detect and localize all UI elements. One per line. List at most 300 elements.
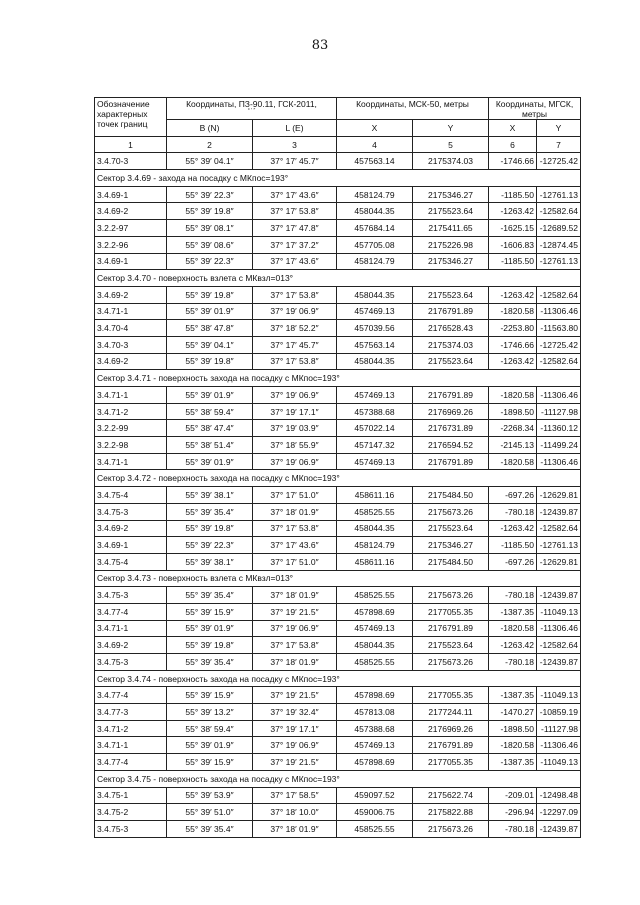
mgsk-x: -780.18 [489,654,537,671]
msk50-y: 2175673.26 [413,503,489,520]
msk50-x: 457469.13 [337,737,413,754]
table-row [95,737,581,754]
msk50-y: 2177244.11 [413,704,489,721]
longitude-l: 37° 19′ 06.9″ [253,737,337,754]
mgsk-y: -12761.13 [537,186,581,203]
msk50-x: 457469.13 [337,453,413,470]
msk50-x: 458124.79 [337,186,413,203]
sector-title: Сектор 3.4.69 - захода на посадку с МКпос=193° [95,170,581,187]
mgsk-x: -1263.42 [489,203,537,220]
msk50-x: 457388.68 [337,720,413,737]
msk50-y: 2175346.27 [413,253,489,270]
point-id: 3.2.2-97 [95,220,167,237]
msk50-y: 2175411.65 [413,220,489,237]
longitude-l: 37° 17′ 45.7″ [253,153,337,170]
table-body [95,153,581,837]
latitude-b: 55° 39′ 19.8″ [167,637,253,654]
header-pz90-title: Координаты, ПЗ-90.11, ГСК-2011, [186,99,317,109]
longitude-l: 37° 18′ 01.9″ [253,503,337,520]
mgsk-y: -12439.87 [537,503,581,520]
msk50-y: 2176791.89 [413,387,489,404]
header-pz90-group [167,98,337,120]
mgsk-x: -1898.50 [489,403,537,420]
msk50-y: 2175346.27 [413,186,489,203]
latitude-b: 55° 39′ 19.8″ [167,353,253,370]
point-id: 3.2.2-98 [95,437,167,454]
longitude-l: 37° 17′ 43.6″ [253,253,337,270]
column-number: 2 [167,136,253,153]
longitude-l: 37° 17′ 47.8″ [253,220,337,237]
latitude-b: 55° 39′ 35.4″ [167,587,253,604]
table-row [95,687,581,704]
msk50-x: 458044.35 [337,637,413,654]
longitude-l: 37° 19′ 03.9″ [253,420,337,437]
msk50-y: 2175484.50 [413,487,489,504]
msk50-x: 458044.35 [337,203,413,220]
msk50-x: 457813.08 [337,704,413,721]
point-id: 3.4.75-2 [95,804,167,821]
latitude-b: 55° 39′ 15.9″ [167,603,253,620]
column-number: 6 [489,136,537,153]
mgsk-x: -1820.58 [489,620,537,637]
sector-row [95,470,581,487]
point-id: 3.4.69-2 [95,286,167,303]
msk50-x: 457469.13 [337,303,413,320]
latitude-b: 55° 39′ 19.8″ [167,203,253,220]
msk50-y: 2176594.52 [413,437,489,454]
mgsk-y: -12629.81 [537,553,581,570]
msk50-y: 2175523.64 [413,286,489,303]
sector-title: Сектор 3.4.71 - поверхность захода на посадку с МКпос=193° [95,370,581,387]
point-id: 3.4.69-2 [95,203,167,220]
mgsk-x: -2268.34 [489,420,537,437]
mgsk-x: -1387.35 [489,687,537,704]
longitude-l: 37° 18′ 55.9″ [253,437,337,454]
longitude-l: 37° 17′ 53.8″ [253,520,337,537]
longitude-l: 37° 17′ 53.8″ [253,203,337,220]
table-row [95,637,581,654]
table-header [95,98,581,153]
msk50-y: 2175673.26 [413,654,489,671]
mgsk-x: -1263.42 [489,520,537,537]
mgsk-x: -209.01 [489,787,537,804]
column-number: 4 [337,136,413,153]
mgsk-x: -697.26 [489,487,537,504]
mgsk-y: -12582.64 [537,353,581,370]
mgsk-y: -11499.24 [537,437,581,454]
longitude-l: 37° 18′ 01.9″ [253,820,337,837]
msk50-x: 458124.79 [337,537,413,554]
page-number: 83 [311,38,329,53]
latitude-b: 55° 39′ 01.9″ [167,387,253,404]
point-id: 3.4.77-4 [95,687,167,704]
msk50-y: 2175374.03 [413,336,489,353]
mgsk-x: -1263.42 [489,637,537,654]
latitude-b: 55° 39′ 15.9″ [167,687,253,704]
mgsk-x: -1387.35 [489,754,537,771]
table-row [95,654,581,671]
header-msk50-group: Координаты, МСК-50, метры [337,98,489,120]
table-row [95,553,581,570]
longitude-l: 37° 17′ 51.0″ [253,553,337,570]
longitude-l: 37° 19′ 21.5″ [253,754,337,771]
table-row [95,503,581,520]
latitude-b: 55° 39′ 01.9″ [167,737,253,754]
column-number: 1 [95,136,167,153]
column-number-row [95,136,581,153]
mgsk-y: -12629.81 [537,487,581,504]
longitude-l: 37° 19′ 06.9″ [253,387,337,404]
table-row [95,620,581,637]
longitude-l: 37° 19′ 17.1″ [253,403,337,420]
latitude-b: 55° 39′ 35.4″ [167,503,253,520]
point-id: 3.4.75-4 [95,553,167,570]
point-id: 3.4.71-1 [95,737,167,754]
msk50-x: 457898.69 [337,687,413,704]
column-number: 5 [413,136,489,153]
mgsk-y: -11127.98 [537,403,581,420]
coordinates-table [94,97,581,838]
mgsk-x: -1470.27 [489,704,537,721]
msk50-x: 459006.75 [337,804,413,821]
mgsk-y: -12874.45 [537,236,581,253]
msk50-y: 2175523.64 [413,637,489,654]
point-id: 3.4.75-3 [95,654,167,671]
header-sub-l: L (E) [253,120,337,137]
sector-row [95,170,581,187]
table-row [95,487,581,504]
mgsk-y: -12582.64 [537,520,581,537]
mgsk-x: -1820.58 [489,737,537,754]
msk50-y: 2175673.26 [413,820,489,837]
mgsk-x: -1625.15 [489,220,537,237]
point-id: 3.4.69-2 [95,520,167,537]
mgsk-x: -1606.83 [489,236,537,253]
table-row [95,804,581,821]
longitude-l: 37° 17′ 37.2″ [253,236,337,253]
msk50-x: 457684.14 [337,220,413,237]
mgsk-y: -10859.19 [537,704,581,721]
mgsk-y: -12439.87 [537,820,581,837]
point-id: 3.4.69-1 [95,253,167,270]
mgsk-y: -12725.42 [537,336,581,353]
longitude-l: 37° 17′ 43.6″ [253,186,337,203]
mgsk-x: -780.18 [489,820,537,837]
mgsk-x: -1746.66 [489,336,537,353]
longitude-l: 37° 19′ 06.9″ [253,303,337,320]
header-mgsk-group: Координаты, МГСК, метры [489,98,581,120]
mgsk-y: -11306.46 [537,387,581,404]
point-id: 3.4.75-3 [95,503,167,520]
mgsk-x: -1898.50 [489,720,537,737]
table-row [95,186,581,203]
msk50-y: 2176731.89 [413,420,489,437]
mgsk-y: -11306.46 [537,620,581,637]
mgsk-x: -2253.80 [489,320,537,337]
table-row [95,820,581,837]
mgsk-y: -12582.64 [537,286,581,303]
msk50-y: 2175374.03 [413,153,489,170]
mgsk-x: -2145.13 [489,437,537,454]
sector-row [95,770,581,787]
latitude-b: 55° 39′ 19.8″ [167,286,253,303]
table-row [95,420,581,437]
mgsk-x: -1820.58 [489,453,537,470]
msk50-y: 2176969.26 [413,720,489,737]
header-sub-y-mgsk: Y [537,120,581,137]
msk50-x: 457563.14 [337,336,413,353]
table-row [95,220,581,237]
msk50-x: 457563.14 [337,153,413,170]
header-sub-y-msk: Y [413,120,489,137]
msk50-y: 2175523.64 [413,203,489,220]
point-id: 3.4.71-2 [95,720,167,737]
msk50-x: 458044.35 [337,286,413,303]
latitude-b: 55° 39′ 51.0″ [167,804,253,821]
header-pz90-units: ° ′ ″ [247,108,256,114]
table-row [95,754,581,771]
mgsk-y: -12582.64 [537,637,581,654]
mgsk-y: -12761.13 [537,537,581,554]
msk50-x: 458044.35 [337,520,413,537]
table-row [95,353,581,370]
msk50-x: 458525.55 [337,503,413,520]
mgsk-y: -11563.80 [537,320,581,337]
header-point-designation: Обозначение характерных точек границ [95,98,167,137]
msk50-y: 2175622.74 [413,787,489,804]
header-sub-x-mgsk: X [489,120,537,137]
longitude-l: 37° 17′ 51.0″ [253,487,337,504]
msk50-x: 457469.13 [337,620,413,637]
point-id: 3.4.69-1 [95,186,167,203]
mgsk-y: -12297.09 [537,804,581,821]
msk50-y: 2177055.35 [413,754,489,771]
msk50-x: 458044.35 [337,353,413,370]
table-row [95,787,581,804]
sector-title: Сектор 3.4.70 - поверхность взлета с МКвзл=013° [95,270,581,287]
mgsk-x: -697.26 [489,553,537,570]
longitude-l: 37° 19′ 21.5″ [253,603,337,620]
mgsk-y: -12761.13 [537,253,581,270]
msk50-y: 2175523.64 [413,353,489,370]
mgsk-x: -780.18 [489,587,537,604]
mgsk-y: -11049.13 [537,603,581,620]
mgsk-x: -1263.42 [489,353,537,370]
mgsk-y: -11049.13 [537,754,581,771]
sector-title: Сектор 3.4.75 - поверхность захода на посадку с МКпос=193° [95,770,581,787]
latitude-b: 55° 39′ 04.1″ [167,153,253,170]
msk50-y: 2176791.89 [413,453,489,470]
table-row [95,603,581,620]
point-id: 3.4.71-1 [95,303,167,320]
latitude-b: 55° 39′ 08.1″ [167,220,253,237]
msk50-y: 2175673.26 [413,587,489,604]
longitude-l: 37° 18′ 10.0″ [253,804,337,821]
table-row [95,236,581,253]
point-id: 3.4.69-1 [95,537,167,554]
latitude-b: 55° 39′ 01.9″ [167,453,253,470]
sector-row [95,670,581,687]
msk50-x: 458525.55 [337,587,413,604]
point-id: 3.2.2-99 [95,420,167,437]
sector-row [95,570,581,587]
latitude-b: 55° 39′ 01.9″ [167,303,253,320]
mgsk-y: -12498.48 [537,787,581,804]
table-row [95,537,581,554]
table-row [95,286,581,303]
mgsk-y: -12725.42 [537,153,581,170]
table-row [95,453,581,470]
mgsk-y: -11306.46 [537,303,581,320]
longitude-l: 37° 17′ 53.8″ [253,637,337,654]
mgsk-y: -12689.52 [537,220,581,237]
point-id: 3.4.77-3 [95,704,167,721]
mgsk-x: -1185.50 [489,253,537,270]
point-id: 3.4.70-4 [95,320,167,337]
longitude-l: 37° 19′ 06.9″ [253,453,337,470]
longitude-l: 37° 17′ 45.7″ [253,336,337,353]
point-id: 3.4.69-2 [95,353,167,370]
table-row [95,403,581,420]
msk50-y: 2175523.64 [413,520,489,537]
table-row [95,303,581,320]
mgsk-y: -12439.87 [537,587,581,604]
longitude-l: 37° 19′ 21.5″ [253,687,337,704]
msk50-y: 2175226.98 [413,236,489,253]
latitude-b: 55° 39′ 01.9″ [167,620,253,637]
msk50-y: 2176791.89 [413,737,489,754]
point-id: 3.4.77-4 [95,603,167,620]
table-row [95,387,581,404]
latitude-b: 55° 39′ 22.3″ [167,537,253,554]
latitude-b: 55° 39′ 38.1″ [167,487,253,504]
point-id: 3.4.69-2 [95,637,167,654]
table-row [95,320,581,337]
msk50-x: 457898.69 [337,603,413,620]
table-row [95,520,581,537]
msk50-x: 457705.08 [337,236,413,253]
msk50-y: 2175484.50 [413,553,489,570]
longitude-l: 37° 19′ 06.9″ [253,620,337,637]
latitude-b: 55° 39′ 19.8″ [167,520,253,537]
msk50-y: 2176791.89 [413,303,489,320]
mgsk-y: -12582.64 [537,203,581,220]
table-row [95,253,581,270]
point-id: 3.4.75-3 [95,587,167,604]
point-id: 3.4.71-1 [95,453,167,470]
latitude-b: 55° 39′ 35.4″ [167,820,253,837]
msk50-y: 2177055.35 [413,603,489,620]
table-row [95,704,581,721]
mgsk-x: -1185.50 [489,537,537,554]
msk50-x: 457388.68 [337,403,413,420]
sector-row [95,370,581,387]
point-id: 3.4.70-3 [95,336,167,353]
longitude-l: 37° 17′ 58.5″ [253,787,337,804]
longitude-l: 37° 18′ 52.2″ [253,320,337,337]
table-row [95,720,581,737]
msk50-y: 2176969.26 [413,403,489,420]
table-row [95,587,581,604]
mgsk-y: -12439.87 [537,654,581,671]
sector-title: Сектор 3.4.72 - поверхность захода на посадку с МКпос=193° [95,470,581,487]
mgsk-x: -1263.42 [489,286,537,303]
mgsk-y: -11360.12 [537,420,581,437]
point-id: 3.4.71-2 [95,403,167,420]
mgsk-y: -11306.46 [537,737,581,754]
point-id: 3.4.77-4 [95,754,167,771]
header-sub-b: B (N) [167,120,253,137]
msk50-x: 458124.79 [337,253,413,270]
latitude-b: 55° 39′ 22.3″ [167,186,253,203]
latitude-b: 55° 38′ 47.8″ [167,320,253,337]
table-row [95,336,581,353]
mgsk-x: -1185.50 [489,186,537,203]
msk50-y: 2176791.89 [413,620,489,637]
latitude-b: 55° 39′ 22.3″ [167,253,253,270]
longitude-l: 37° 19′ 17.1″ [253,720,337,737]
point-id: 3.4.71-1 [95,620,167,637]
mgsk-x: -296.94 [489,804,537,821]
point-id: 3.4.75-3 [95,820,167,837]
latitude-b: 55° 38′ 59.4″ [167,403,253,420]
longitude-l: 37° 18′ 01.9″ [253,587,337,604]
longitude-l: 37° 19′ 32.4″ [253,704,337,721]
longitude-l: 37° 17′ 43.6″ [253,537,337,554]
msk50-x: 459097.52 [337,787,413,804]
latitude-b: 55° 39′ 35.4″ [167,654,253,671]
mgsk-y: -11049.13 [537,687,581,704]
mgsk-y: -11306.46 [537,453,581,470]
point-id: 3.4.75-4 [95,487,167,504]
mgsk-x: -1820.58 [489,387,537,404]
msk50-x: 457147.32 [337,437,413,454]
msk50-x: 458525.55 [337,820,413,837]
table-row [95,203,581,220]
longitude-l: 37° 17′ 53.8″ [253,353,337,370]
msk50-x: 457469.13 [337,387,413,404]
latitude-b: 55° 38′ 47.4″ [167,420,253,437]
msk50-x: 458611.16 [337,487,413,504]
mgsk-x: -1746.66 [489,153,537,170]
msk50-y: 2176528.43 [413,320,489,337]
point-id: 3.4.75-1 [95,787,167,804]
mgsk-x: -1820.58 [489,303,537,320]
header-sub-x-msk: X [337,120,413,137]
sector-row [95,270,581,287]
msk50-x: 457039.56 [337,320,413,337]
sector-title: Сектор 3.4.74 - поверхность захода на посадку с МКпос=193° [95,670,581,687]
longitude-l: 37° 17′ 53.8″ [253,286,337,303]
latitude-b: 55° 38′ 59.4″ [167,720,253,737]
msk50-x: 458525.55 [337,654,413,671]
mgsk-x: -1387.35 [489,603,537,620]
msk50-y: 2175346.27 [413,537,489,554]
latitude-b: 55° 39′ 13.2″ [167,704,253,721]
mgsk-y: -11127.98 [537,720,581,737]
point-id: 3.4.71-1 [95,387,167,404]
latitude-b: 55° 39′ 08.6″ [167,236,253,253]
msk50-y: 2175822.88 [413,804,489,821]
longitude-l: 37° 18′ 01.9″ [253,654,337,671]
latitude-b: 55° 39′ 38.1″ [167,553,253,570]
mgsk-x: -780.18 [489,503,537,520]
table-row [95,437,581,454]
msk50-x: 457022.14 [337,420,413,437]
msk50-x: 458611.16 [337,553,413,570]
latitude-b: 55° 38′ 51.4″ [167,437,253,454]
table-row [95,153,581,170]
